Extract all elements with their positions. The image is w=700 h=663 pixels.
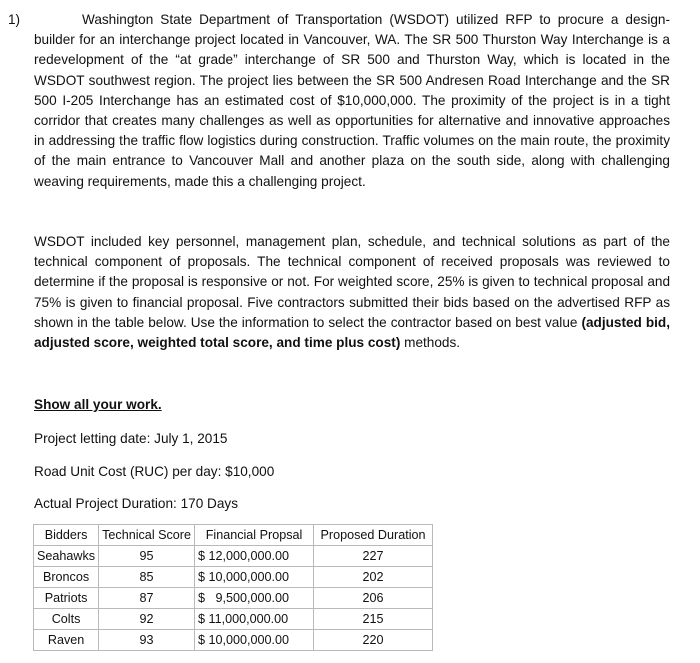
instructions-text: WSDOT included key personnel, management plan, schedule, and technical solutions as part of the technical component of proposals. The technical component of received proposals was reviewed to determine if the proposal is responsive or not. For weighted score, 25% is given to technical proposal and 75% is given to financial proposal. Five contractors submitted their bids based on the advertised RFP as shown in the table below. Use the information to select the contractor based on best value [34, 234, 670, 330]
table-row [34, 609, 433, 630]
bidder-name: Patriots [34, 588, 99, 609]
table-row [34, 588, 433, 609]
project-letting-date: Project letting date: July 1, 2015 [34, 431, 228, 446]
proposed-duration: 215 [314, 609, 433, 630]
proposed-duration: 206 [314, 588, 433, 609]
bidder-name: Seahawks [34, 546, 99, 567]
column-header-bidders: Bidders [34, 525, 99, 546]
table-row [34, 546, 433, 567]
table-header-row [34, 525, 433, 546]
proposed-duration: 202 [314, 567, 433, 588]
column-header-financial-proposal: Financial Propsal [195, 525, 314, 546]
technical-score: 92 [99, 609, 195, 630]
bidder-name: Colts [34, 609, 99, 630]
methods-bold-text: (adjusted bid, adjusted score, weighted total score, and time plus cost) [34, 314, 671, 351]
actual-project-duration: Actual Project Duration: 170 Days [34, 496, 239, 511]
show-work-heading: Show all your work. [34, 397, 162, 412]
bids-table [33, 524, 433, 651]
column-header-technical-score: Technical Score [99, 525, 195, 546]
financial-proposal: $ 9,500,000.00 [195, 588, 314, 609]
financial-proposal: $ 10,000,000.00 [195, 630, 314, 651]
road-unit-cost: Road Unit Cost (RUC) per day: $10,000 [34, 464, 275, 479]
financial-proposal: $ 11,000,000.00 [195, 609, 314, 630]
instructions-end-text: methods. [400, 335, 461, 351]
bidder-name: Raven [34, 630, 99, 651]
financial-proposal: $ 12,000,000.00 [195, 546, 314, 567]
question-number: 1) [8, 12, 21, 27]
bidder-name: Broncos [34, 567, 99, 588]
table-row [34, 630, 433, 651]
technical-score: 85 [99, 567, 195, 588]
proposed-duration: 227 [314, 546, 433, 567]
instructions-paragraph [34, 232, 670, 353]
table-row [34, 567, 433, 588]
technical-score: 95 [99, 546, 195, 567]
problem-description-paragraph: Washington State Department of Transportation (WSDOT) utilized RFP to procure a design-builder for an interchange project located in Vancouver, WA. The SR 500 Thurston Way Interchange is a redevelopment of the “at grade” interchange of SR 500 and Thurston Way, which is located in the WSDOT southwest region. The project lies between the SR 500 Andresen Road Interchange and the SR 500 I-205 Interchange has an estimated cost of $10,000,000. The proximity of the project is in a tight corridor that creates many challenges as well as opportunities for alternative and innovative approaches in addressing the traffic flow logistics during construction. Traffic volumes on the main route, the proximity of the main entrance to Vancouver Mall and another plaza on the south side, along with challenging weaving requirements, made this a challenging project. [34, 12, 670, 189]
technical-score: 87 [99, 588, 195, 609]
column-header-proposed-duration: Proposed Duration [314, 525, 433, 546]
technical-score: 93 [99, 630, 195, 651]
proposed-duration: 220 [314, 630, 433, 651]
financial-proposal: $ 10,000,000.00 [195, 567, 314, 588]
